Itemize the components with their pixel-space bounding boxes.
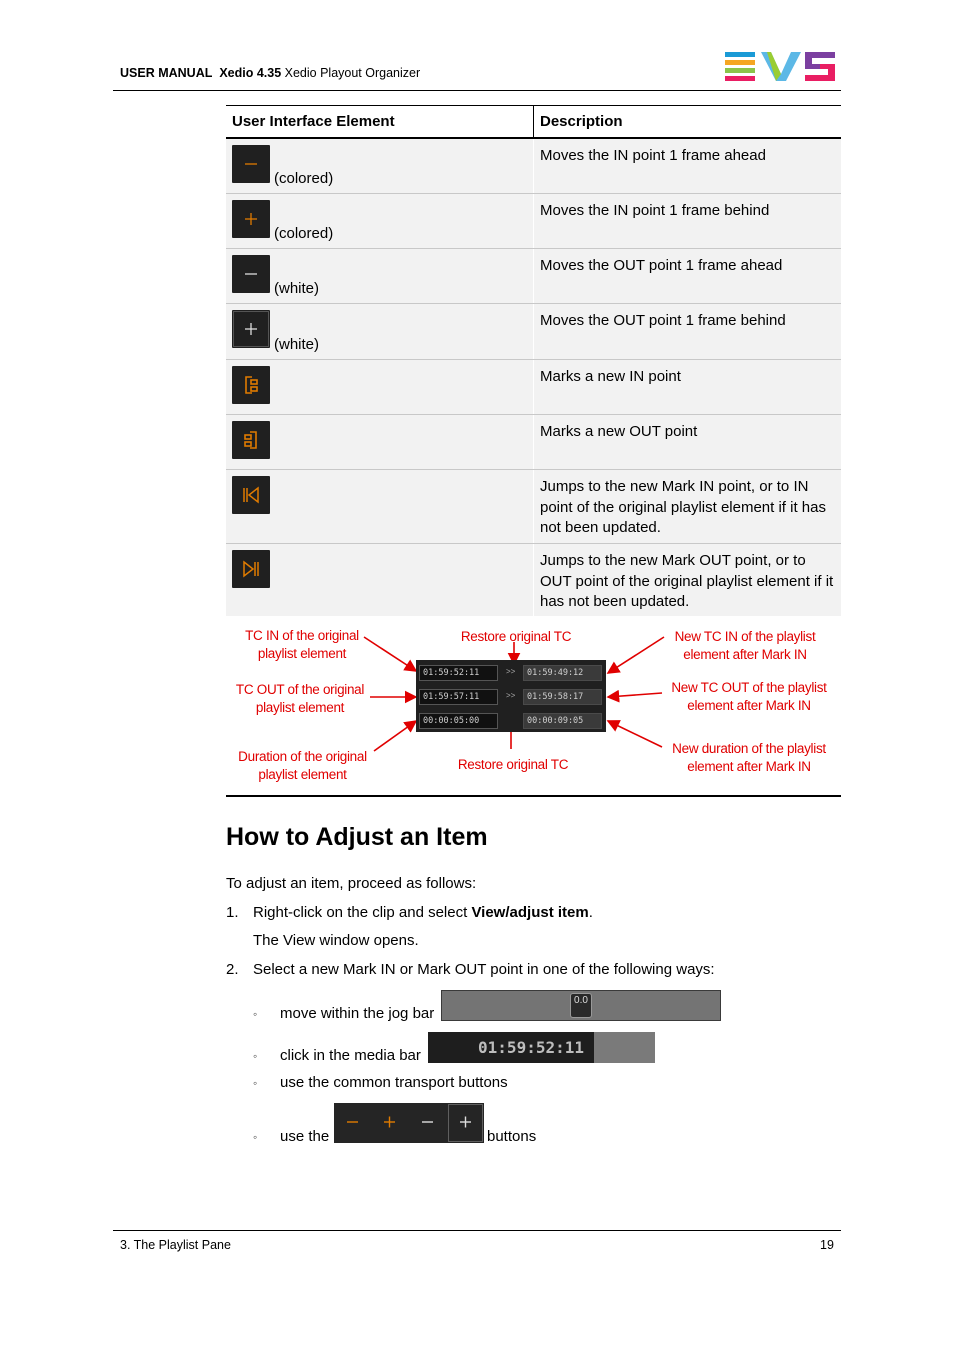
footer-chapter: 3. The Playlist Pane	[120, 1238, 231, 1252]
original-tc-out: 01:59:57:11	[419, 689, 498, 705]
step-number: 2.	[226, 961, 239, 978]
page-number: 19	[820, 1238, 834, 1252]
row-description: Marks a new OUT point	[540, 423, 698, 440]
header-rule	[113, 90, 841, 91]
icon-note: (colored)	[274, 225, 334, 242]
jog-knob[interactable]: 0.0	[570, 993, 592, 1018]
row-description: Jumps to the new Mark OUT point, or to OUT point of the original playlist element if it has not been updated.	[540, 552, 834, 610]
jog-bar[interactable]	[441, 990, 721, 1021]
minus-icon	[232, 145, 270, 183]
section-title: How to Adjust an Item	[226, 823, 488, 851]
media-timecode: 01:59:52:11	[428, 1032, 594, 1063]
step-number: 1.	[226, 904, 239, 921]
restore-out-button[interactable]: >>	[506, 691, 516, 700]
in-plus-button[interactable]	[371, 1103, 408, 1143]
step-1-result: The View window opens.	[253, 932, 419, 949]
header-subtitle: Xedio Playout Organizer	[284, 66, 421, 80]
out-minus-button[interactable]	[409, 1103, 446, 1143]
option-transport: use the common transport buttons	[280, 1074, 508, 1091]
table-row	[226, 544, 841, 616]
goto-out-icon	[232, 550, 270, 588]
row-description: Moves the OUT point 1 frame behind	[540, 312, 786, 329]
icon-note: (white)	[274, 280, 320, 297]
goto-in-icon	[232, 476, 270, 514]
row-description: Moves the IN point 1 frame ahead	[540, 147, 766, 164]
bullet-icon: ◦	[253, 1007, 258, 1021]
option-media-bar: click in the media bar	[280, 1047, 421, 1064]
label-restore-top: Restore original TC	[460, 629, 572, 644]
label-restore-bottom: Restore original TC	[457, 757, 569, 772]
column-header-element: User Interface Element	[232, 113, 395, 130]
original-duration: 00:00:05:00	[419, 713, 498, 729]
label-duration-new: New duration of the playlist element after Mark IN	[672, 741, 826, 774]
media-bar[interactable]	[428, 1032, 655, 1063]
out-plus-button[interactable]	[447, 1103, 484, 1143]
option-jog-bar: move within the jog bar	[280, 1005, 435, 1022]
option-buttons-prefix: use the	[280, 1128, 330, 1145]
column-header-description: Description	[540, 113, 623, 130]
manual-label: USER MANUAL	[120, 66, 213, 80]
menu-item-name: View/adjust item	[471, 904, 589, 921]
step-2-text: Select a new Mark IN or Mark OUT point in one of the following ways:	[253, 961, 715, 978]
plus-icon	[232, 310, 270, 348]
footer-rule	[113, 1230, 841, 1231]
table-header-row	[226, 105, 841, 139]
bullet-icon: ◦	[253, 1130, 258, 1144]
timecode-diagram	[226, 617, 841, 797]
bullet-icon: ◦	[253, 1049, 258, 1063]
intro-text: To adjust an item, proceed as follows:	[226, 875, 477, 892]
row-description: Marks a new IN point	[540, 368, 681, 385]
label-tc-out-original: TC OUT of the original playlist element	[235, 682, 365, 715]
label-duration-original: Duration of the original playlist element	[238, 749, 367, 782]
mark-out-icon	[232, 421, 270, 459]
new-tc-in: 01:59:49:12	[523, 665, 602, 681]
new-duration: 00:00:09:05	[523, 713, 602, 729]
step-1-text: Right-click on the clip and select View/adjust item.	[253, 904, 593, 921]
new-tc-out: 01:59:58:17	[523, 689, 602, 705]
icon-note: (colored)	[274, 170, 334, 187]
original-tc-in: 01:59:52:11	[419, 665, 498, 681]
icon-note: (white)	[274, 336, 320, 353]
table-row	[226, 194, 841, 249]
timecode-panel	[416, 660, 606, 732]
evs-logo	[725, 52, 835, 82]
plus-icon	[232, 200, 270, 238]
table-row	[226, 360, 841, 415]
in-minus-button[interactable]	[334, 1103, 371, 1143]
row-description: Jumps to the new Mark IN point, or to IN point of the original playlist element if it has not been updated.	[540, 478, 826, 536]
label-tc-in-original: TC IN of the original playlist element	[245, 628, 359, 661]
table-row	[226, 415, 841, 470]
table-row	[226, 470, 841, 544]
mark-in-icon	[232, 366, 270, 404]
bullet-icon: ◦	[253, 1076, 258, 1090]
restore-in-button[interactable]: >>	[506, 667, 516, 676]
table-row	[226, 249, 841, 304]
row-description: Moves the OUT point 1 frame ahead	[540, 257, 783, 274]
minus-icon	[232, 255, 270, 293]
trim-buttons-strip	[334, 1103, 484, 1143]
running-header	[120, 66, 420, 80]
table-row	[226, 139, 841, 194]
row-description: Moves the IN point 1 frame behind	[540, 202, 770, 219]
label-tc-in-new: New TC IN of the playlist element after Mark IN	[674, 629, 816, 662]
product-label: Xedio 4.35	[219, 66, 282, 80]
option-buttons-suffix: buttons	[487, 1128, 537, 1145]
table-row	[226, 304, 841, 360]
label-tc-out-new: New TC OUT of the playlist element after Mark IN	[671, 680, 827, 713]
